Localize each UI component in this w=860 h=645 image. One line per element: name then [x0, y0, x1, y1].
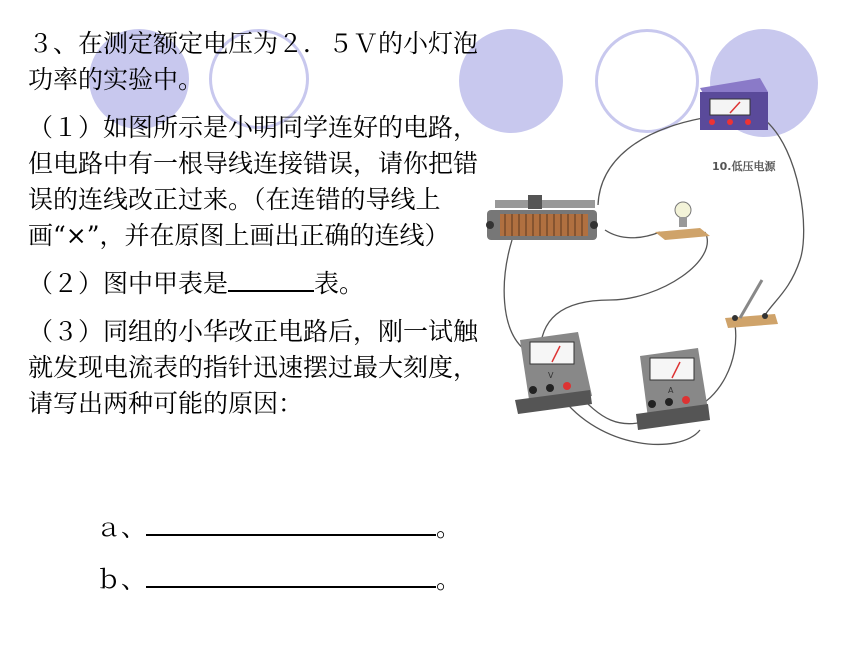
voltmeter	[515, 332, 592, 414]
power-supply-label: 10.低压电源	[712, 160, 776, 173]
wire-rheostat-to-lamp	[605, 230, 660, 238]
power-supply	[700, 78, 776, 173]
switch	[725, 280, 778, 328]
question-body	[28, 26, 478, 422]
answer-b-label: ｂ、	[96, 565, 147, 594]
question-part-3: （３）同组的小华改正电路后，刚一试触就发现电流表的指针迅速摆过最大刻度，请写出两种可能的原因：	[28, 317, 479, 418]
answer-b	[96, 560, 461, 596]
question-title: ３、在测定额定电压为２．５Ｖ的小灯泡功率的实验中。	[28, 29, 479, 94]
answer-b-end: 。	[436, 565, 462, 594]
part-2-suffix: 表。	[314, 269, 365, 298]
question-part-1: （１）如图所示是小明同学连好的电路，但电路中有一根导线连接错误，请你把错误的连线改正过来。（在连错的导线上画“×”，并在原图上画出正确的连线）	[28, 113, 479, 250]
voltmeter-symbol: V	[548, 371, 554, 380]
answer-a-label: ａ、	[96, 513, 147, 542]
meter-type-blank[interactable]	[228, 266, 314, 292]
ammeter	[636, 348, 710, 430]
answer-b-blank[interactable]	[146, 562, 436, 588]
wire-psu-to-rheostat	[598, 118, 703, 205]
wire-psu-to-switch	[765, 120, 804, 315]
answer-a-blank[interactable]	[146, 510, 436, 536]
wire-rheostat-to-voltmeter	[504, 240, 525, 350]
ammeter-symbol: A	[668, 386, 674, 395]
part-2-prefix: （２）图中甲表是	[28, 269, 229, 298]
answer-a	[96, 508, 461, 544]
answer-a-end: 。	[436, 513, 462, 542]
rheostat	[486, 195, 598, 240]
lamp	[655, 202, 710, 240]
question-part-2	[28, 266, 478, 302]
circuit-diagram	[480, 60, 830, 460]
